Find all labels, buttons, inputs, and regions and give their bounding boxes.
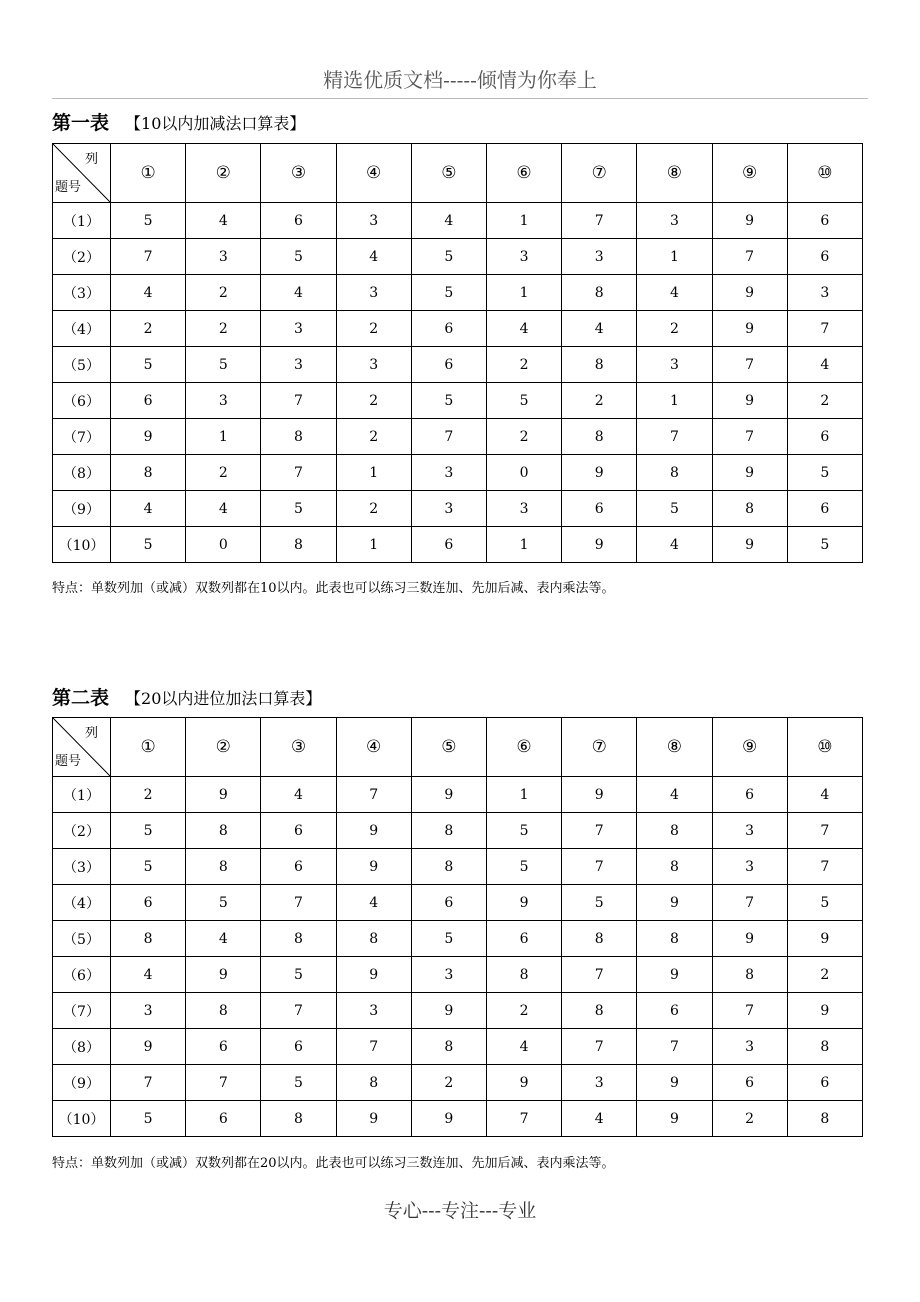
table-row	[53, 455, 863, 491]
table-cell: 5	[787, 527, 862, 563]
column-header: ④	[336, 718, 411, 777]
table-cell: 9	[486, 885, 561, 921]
column-header: ⑥	[486, 144, 561, 203]
table-cell: 5	[486, 849, 561, 885]
table-row	[53, 813, 863, 849]
table-cell: 8	[261, 921, 336, 957]
table-cell: 5	[261, 239, 336, 275]
table-cell: 3	[712, 813, 787, 849]
table-cell: 4	[111, 491, 186, 527]
table-cell: 2	[411, 1065, 486, 1101]
table-cell: 8	[787, 1029, 862, 1065]
table-cell: 9	[411, 777, 486, 813]
table-cell: 1	[486, 275, 561, 311]
page-header: 精选优质文档-----倾情为你奉上	[52, 64, 868, 99]
table-cell: 6	[712, 1065, 787, 1101]
table-cell: 8	[637, 849, 712, 885]
table-row	[53, 885, 863, 921]
table-cell: 4	[562, 1101, 637, 1137]
table-cell: 2	[336, 311, 411, 347]
table-cell: 7	[637, 419, 712, 455]
table-cell: 6	[411, 311, 486, 347]
table-cell: 4	[787, 777, 862, 813]
table-cell: 5	[111, 849, 186, 885]
table-row	[53, 1029, 863, 1065]
table-cell: 1	[637, 239, 712, 275]
header-row	[53, 718, 863, 777]
table-cell: 3	[411, 491, 486, 527]
table-cell: 1	[336, 527, 411, 563]
table-row	[53, 921, 863, 957]
table-cell: 5	[787, 455, 862, 491]
table-cell: 3	[336, 275, 411, 311]
table-cell: 8	[637, 921, 712, 957]
row-number: （9）	[53, 1065, 111, 1101]
table-cell: 6	[787, 203, 862, 239]
table-cell: 5	[186, 347, 261, 383]
table-cell: 9	[637, 957, 712, 993]
row-number: （9）	[53, 491, 111, 527]
table-cell: 9	[411, 1101, 486, 1137]
table-cell: 5	[787, 885, 862, 921]
column-header: ⑤	[411, 718, 486, 777]
column-label: 列	[84, 152, 98, 167]
table-cell: 2	[787, 957, 862, 993]
table-cell: 6	[261, 849, 336, 885]
row-number: （3）	[53, 275, 111, 311]
table-cell: 9	[637, 885, 712, 921]
table-cell: 7	[712, 239, 787, 275]
table-cell: 5	[261, 957, 336, 993]
table-cell: 6	[562, 491, 637, 527]
row-number: （7）	[53, 993, 111, 1029]
table-row	[53, 1101, 863, 1137]
table-cell: 8	[562, 275, 637, 311]
table-cell: 7	[787, 849, 862, 885]
table1-name: 第一表	[52, 112, 110, 134]
table-cell: 6	[411, 347, 486, 383]
table-cell: 8	[111, 455, 186, 491]
table-cell: 7	[336, 1029, 411, 1065]
table-row	[53, 311, 863, 347]
table-cell: 0	[486, 455, 561, 491]
table-cell: 9	[712, 275, 787, 311]
table-cell: 2	[336, 383, 411, 419]
table-cell: 4	[111, 275, 186, 311]
table-cell: 3	[787, 275, 862, 311]
table2-name: 第二表	[52, 687, 110, 709]
table-cell: 9	[562, 455, 637, 491]
column-header: ⑧	[637, 144, 712, 203]
row-label: 题号	[55, 754, 82, 769]
table-cell: 7	[111, 239, 186, 275]
table-cell: 8	[261, 527, 336, 563]
table-cell: 3	[336, 203, 411, 239]
table-cell: 1	[336, 455, 411, 491]
table-row	[53, 239, 863, 275]
table2-grid	[52, 717, 863, 1137]
table-cell: 6	[186, 1101, 261, 1137]
table-cell: 4	[186, 491, 261, 527]
row-number: （10）	[53, 527, 111, 563]
table-cell: 5	[411, 239, 486, 275]
table-cell: 3	[562, 239, 637, 275]
table-cell: 9	[186, 957, 261, 993]
table-cell: 5	[486, 813, 561, 849]
table-cell: 4	[261, 275, 336, 311]
table-cell: 5	[111, 1101, 186, 1137]
table-cell: 6	[261, 813, 336, 849]
table-row	[53, 491, 863, 527]
table-cell: 9	[186, 777, 261, 813]
table-cell: 2	[787, 383, 862, 419]
table-cell: 8	[411, 849, 486, 885]
table-cell: 5	[111, 203, 186, 239]
table-cell: 8	[712, 491, 787, 527]
table-row	[53, 777, 863, 813]
table-cell: 7	[787, 311, 862, 347]
table-cell: 7	[111, 1065, 186, 1101]
table-cell: 3	[712, 849, 787, 885]
table1-title	[52, 108, 305, 135]
table-row	[53, 347, 863, 383]
table2-title	[52, 683, 321, 710]
table-row	[53, 993, 863, 1029]
table2-note: 特点：单数列加（或减）双数列都在20以内。此表也可以练习三数连加、先加后减、表内乘法等。	[52, 1156, 615, 1171]
table-cell: 1	[486, 203, 561, 239]
table-cell: 9	[712, 455, 787, 491]
table-cell: 3	[336, 993, 411, 1029]
table-cell: 7	[637, 1029, 712, 1065]
column-label: 列	[84, 726, 98, 741]
table-cell: 9	[336, 813, 411, 849]
table-cell: 9	[787, 993, 862, 1029]
table-cell: 9	[712, 921, 787, 957]
table-cell: 4	[637, 275, 712, 311]
table-cell: 9	[637, 1101, 712, 1137]
column-header: ⑦	[562, 144, 637, 203]
table-cell: 8	[787, 1101, 862, 1137]
table-cell: 8	[411, 1029, 486, 1065]
column-header: ④	[336, 144, 411, 203]
table-cell: 6	[787, 491, 862, 527]
table-cell: 9	[712, 527, 787, 563]
table-cell: 9	[787, 921, 862, 957]
table-cell: 3	[562, 1065, 637, 1101]
table-cell: 6	[787, 239, 862, 275]
table-cell: 7	[712, 885, 787, 921]
table-cell: 7	[712, 993, 787, 1029]
table-cell: 5	[637, 491, 712, 527]
table-cell: 3	[411, 455, 486, 491]
table-cell: 1	[486, 777, 561, 813]
table-cell: 9	[336, 1101, 411, 1137]
table-cell: 5	[111, 347, 186, 383]
table-cell: 8	[186, 993, 261, 1029]
column-header: ③	[261, 718, 336, 777]
table-cell: 7	[562, 813, 637, 849]
table-cell: 3	[186, 239, 261, 275]
table1-note: 特点：单数列加（或减）双数列都在10以内。此表也可以练习三数连加、先加后减、表内乘法等。	[52, 581, 615, 596]
row-number: （4）	[53, 311, 111, 347]
table-row	[53, 383, 863, 419]
table-cell: 2	[186, 455, 261, 491]
column-header: ⑥	[486, 718, 561, 777]
row-number: （2）	[53, 239, 111, 275]
table-cell: 6	[261, 1029, 336, 1065]
table-cell: 7	[261, 455, 336, 491]
column-header: ⑦	[562, 718, 637, 777]
column-header: ③	[261, 144, 336, 203]
table-cell: 5	[111, 813, 186, 849]
column-header: ⑤	[411, 144, 486, 203]
table-cell: 2	[111, 777, 186, 813]
table-cell: 8	[637, 813, 712, 849]
table-cell: 8	[411, 813, 486, 849]
row-number: （1）	[53, 203, 111, 239]
table-cell: 4	[336, 885, 411, 921]
table-cell: 6	[186, 1029, 261, 1065]
table-cell: 4	[186, 203, 261, 239]
table-cell: 4	[562, 311, 637, 347]
table-cell: 9	[712, 311, 787, 347]
row-number: （3）	[53, 849, 111, 885]
table-row	[53, 419, 863, 455]
table-cell: 8	[562, 993, 637, 1029]
table-cell: 3	[486, 491, 561, 527]
table-cell: 9	[562, 777, 637, 813]
diagonal-header	[53, 718, 110, 776]
table-cell: 5	[486, 383, 561, 419]
table-cell: 3	[336, 347, 411, 383]
column-header: ①	[111, 718, 186, 777]
table-cell: 4	[411, 203, 486, 239]
table-row	[53, 203, 863, 239]
table-cell: 4	[186, 921, 261, 957]
table-cell: 3	[261, 347, 336, 383]
table-cell: 6	[411, 527, 486, 563]
row-number: （10）	[53, 1101, 111, 1137]
table2-subtitle: 【20以内进位加法口算表】	[125, 689, 322, 708]
table-cell: 6	[787, 1065, 862, 1101]
corner-cell	[53, 718, 111, 777]
table-cell: 7	[261, 993, 336, 1029]
table-cell: 1	[637, 383, 712, 419]
table-cell: 7	[712, 347, 787, 383]
row-number: （6）	[53, 957, 111, 993]
table-cell: 6	[637, 993, 712, 1029]
table-cell: 9	[336, 957, 411, 993]
table-cell: 4	[336, 239, 411, 275]
table-cell: 8	[486, 957, 561, 993]
row-number: （7）	[53, 419, 111, 455]
table-cell: 5	[261, 1065, 336, 1101]
table-cell: 4	[637, 527, 712, 563]
diagonal-header	[53, 144, 110, 202]
table-cell: 2	[111, 311, 186, 347]
column-header: ⑧	[637, 718, 712, 777]
table-cell: 9	[486, 1065, 561, 1101]
table-row	[53, 849, 863, 885]
table-cell: 4	[486, 1029, 561, 1065]
table-cell: 9	[336, 849, 411, 885]
table1-grid	[52, 143, 863, 563]
table-cell: 2	[336, 491, 411, 527]
table-cell: 7	[261, 383, 336, 419]
table-cell: 3	[261, 311, 336, 347]
column-header: ②	[186, 718, 261, 777]
table-cell: 4	[637, 777, 712, 813]
table-cell: 7	[787, 813, 862, 849]
table-cell: 6	[787, 419, 862, 455]
table-row	[53, 957, 863, 993]
table-cell: 4	[261, 777, 336, 813]
column-header: ⑨	[712, 718, 787, 777]
table-cell: 2	[186, 311, 261, 347]
table-row	[53, 527, 863, 563]
table-cell: 6	[712, 777, 787, 813]
column-header: ⑩	[787, 144, 862, 203]
table-cell: 8	[712, 957, 787, 993]
column-header: ①	[111, 144, 186, 203]
table-cell: 8	[261, 1101, 336, 1137]
table-cell: 1	[486, 527, 561, 563]
table1-subtitle: 【10以内加减法口算表】	[125, 114, 306, 133]
table-cell: 7	[562, 849, 637, 885]
table-cell: 7	[411, 419, 486, 455]
table-cell: 5	[411, 383, 486, 419]
table-cell: 3	[637, 347, 712, 383]
table-cell: 8	[336, 921, 411, 957]
table-cell: 3	[486, 239, 561, 275]
table-cell: 7	[562, 203, 637, 239]
table-cell: 2	[486, 993, 561, 1029]
table-cell: 6	[411, 885, 486, 921]
table-cell: 2	[637, 311, 712, 347]
table-cell: 3	[637, 203, 712, 239]
table-cell: 8	[637, 455, 712, 491]
column-header: ②	[186, 144, 261, 203]
page-footer: 专心---专注---专业	[383, 1200, 537, 1222]
row-number: （6）	[53, 383, 111, 419]
table-cell: 6	[261, 203, 336, 239]
table-cell: 8	[186, 849, 261, 885]
table-cell: 7	[336, 777, 411, 813]
row-number: （1）	[53, 777, 111, 813]
table-cell: 8	[111, 921, 186, 957]
table-cell: 3	[186, 383, 261, 419]
table-cell: 5	[562, 885, 637, 921]
table-cell: 8	[336, 1065, 411, 1101]
row-number: （4）	[53, 885, 111, 921]
table-cell: 5	[111, 527, 186, 563]
table-cell: 2	[486, 419, 561, 455]
table-cell: 7	[261, 885, 336, 921]
table-cell: 9	[111, 1029, 186, 1065]
row-label: 题号	[55, 180, 82, 195]
table-cell: 4	[787, 347, 862, 383]
table-cell: 8	[562, 347, 637, 383]
table-cell: 7	[562, 957, 637, 993]
table-cell: 5	[261, 491, 336, 527]
table-cell: 5	[186, 885, 261, 921]
table-cell: 5	[411, 921, 486, 957]
table-cell: 2	[186, 275, 261, 311]
table-cell: 7	[186, 1065, 261, 1101]
table-cell: 0	[186, 527, 261, 563]
table-row	[53, 1065, 863, 1101]
table-cell: 3	[411, 957, 486, 993]
table-cell: 9	[111, 419, 186, 455]
table-cell: 6	[111, 885, 186, 921]
table-cell: 7	[712, 419, 787, 455]
table-cell: 2	[712, 1101, 787, 1137]
table-cell: 9	[562, 527, 637, 563]
table-cell: 3	[712, 1029, 787, 1065]
table-cell: 9	[712, 203, 787, 239]
row-number: （5）	[53, 347, 111, 383]
table-cell: 8	[186, 813, 261, 849]
table-cell: 6	[111, 383, 186, 419]
corner-cell	[53, 144, 111, 203]
row-number: （2）	[53, 813, 111, 849]
column-header: ⑨	[712, 144, 787, 203]
table-cell: 8	[261, 419, 336, 455]
row-number: （5）	[53, 921, 111, 957]
table-cell: 9	[411, 993, 486, 1029]
table-cell: 2	[562, 383, 637, 419]
table-cell: 2	[486, 347, 561, 383]
table-cell: 4	[111, 957, 186, 993]
table-cell: 8	[562, 921, 637, 957]
table-cell: 3	[111, 993, 186, 1029]
table-cell: 7	[486, 1101, 561, 1137]
table-cell: 4	[486, 311, 561, 347]
table-cell: 9	[637, 1065, 712, 1101]
row-number: （8）	[53, 455, 111, 491]
table-cell: 2	[336, 419, 411, 455]
column-header: ⑩	[787, 718, 862, 777]
table-cell: 1	[186, 419, 261, 455]
header-row	[53, 144, 863, 203]
row-number: （8）	[53, 1029, 111, 1065]
table-row	[53, 275, 863, 311]
table-cell: 8	[562, 419, 637, 455]
table-cell: 5	[411, 275, 486, 311]
table-cell: 6	[486, 921, 561, 957]
table-cell: 7	[562, 1029, 637, 1065]
table-cell: 9	[712, 383, 787, 419]
